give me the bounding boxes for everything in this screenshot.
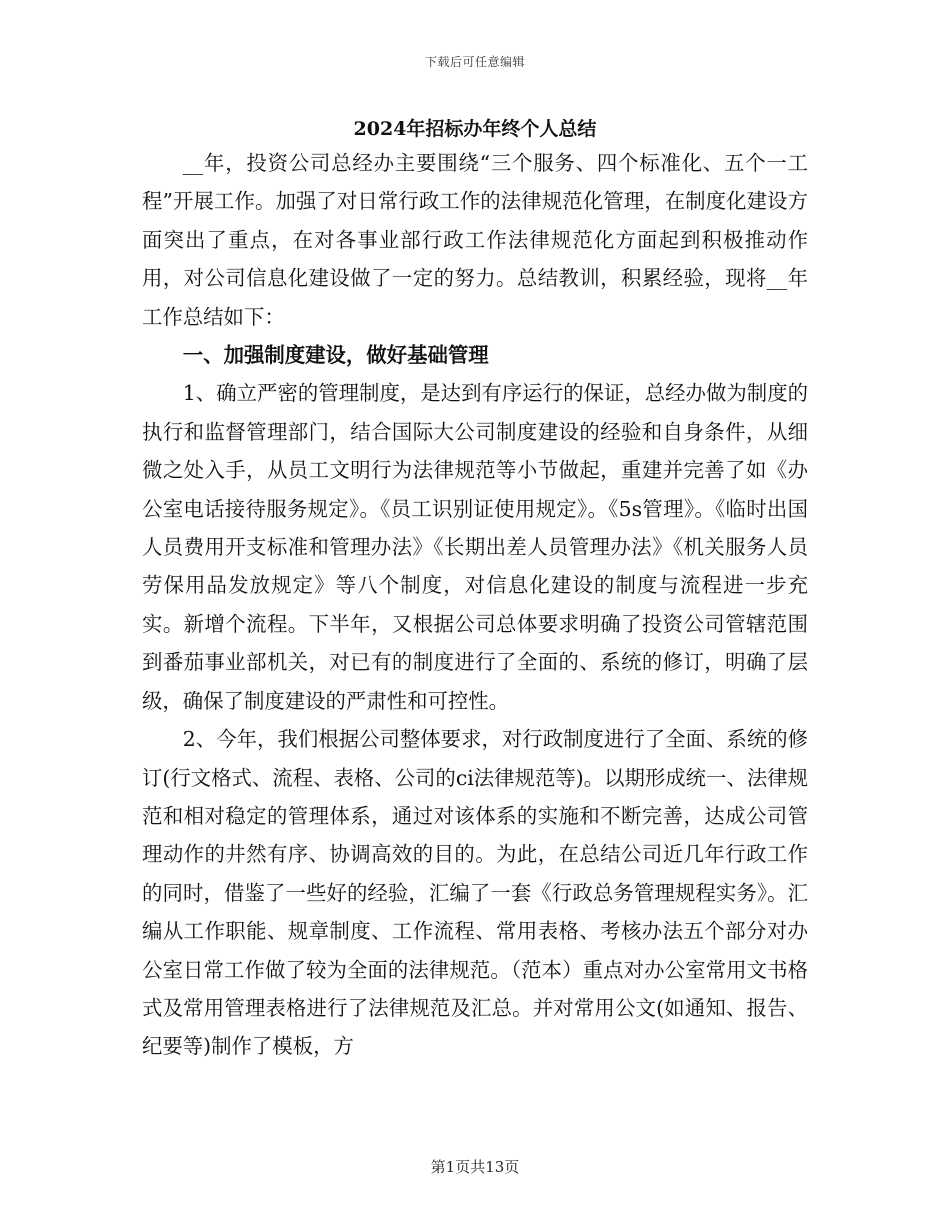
page-number: 第1页共13页 (430, 1158, 520, 1176)
header-note: 下载后可任意编辑 (424, 55, 525, 69)
section-heading: 一、加强制度建设，做好基础管理 (182, 343, 489, 368)
intro-paragraph: __年，投资公司总经办主要围绕“三个服务、四个标准化、五个一工程”开展工作。加强了对日常行政工作的法律规范化管理，在制度化建设方面突出了重点，在对各事业部行政工作法律规范化方面起到积极推动作用，对公司信息化建设做了一定的努力。总结教训，积累经验，现将__年工作总结如下： (142, 151, 808, 329)
document-body (142, 144, 808, 1066)
body-paragraph: 1、确立严密的管理制度，是达到有序运行的保证，总经办做为制度的执行和监督管理部门，结合国际大公司制度建设的经验和自身条件，从细微之处入手，从员工文明行为法律规范等小节做起，重建并完善了如《办公室电话接待服务规定》。《员工识别证使用规定》。《5s管理》。《临时出国人员费用开支标准和管理办法》《长期出差人员管理办法》《机关服务人员劳保用品发放规定》等八个制度，对信息化建设的制度与流程进一步充实。新增个流程。下半年，又根据公司总体要求明确了投资公司管辖范围到番茄事业部机关，对已有的制度进行了全面的、系统的修订，明确了层级，确保了制度建设的严肃性和可控性。 (142, 381, 808, 713)
document-title: 2024年招标办年终个人总结 (353, 118, 597, 140)
body-paragraph: 2、今年，我们根据公司整体要求，对行政制度进行了全面、系统的修订(行文格式、流程、表格、公司的ci法律规范等)。以期形成统一、法律规范和相对稳定的管理体系，通过对该体系的实施和不断完善，达成公司管理动作的井然有序、协调高效的目的。为此，在总结公司近几年行政工作的同时，借鉴了一些好的经验，汇编了一套《行政总务管理规程实务》。汇编从工作职能、规章制度、工作流程、常用表格、考核办法五个部分对办公室日常工作做了较为全面的法律规范。（范本）重点对办公室常用文书格式及常用管理表格进行了法律规范及汇总。并对常用公文(如通知、报告、纪要等)制作了模板，方 (142, 727, 808, 1059)
